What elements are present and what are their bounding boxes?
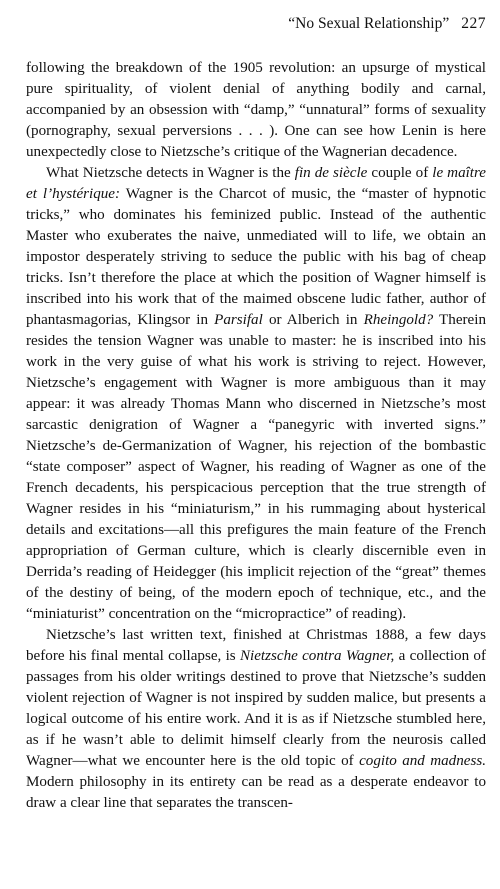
italic-text: cogito and madness.: [359, 753, 486, 769]
text-run: couple of: [367, 165, 433, 181]
page-number: 227: [461, 15, 486, 32]
italic-text: le maître et l’hystérique:: [26, 165, 487, 202]
italic-text: fin de siècle: [294, 165, 368, 181]
book-page: [26, 14, 486, 814]
text-run: Modern philosophy in its entirety can be read as a desperate endeavor to draw a clear line that separates the transcen-: [26, 774, 486, 811]
text-run: or Alberich in: [262, 312, 364, 328]
paragraph: [26, 163, 486, 625]
italic-text: Parsifal: [214, 312, 263, 328]
running-head: [26, 14, 486, 36]
paragraph: [26, 58, 486, 163]
paragraph: [26, 625, 486, 814]
text-run: a collection of passages from his older writings destined to prove that Nietzsche’s sudden violent rejection of Wagner is not inspired by sudden malice, but presents a logical outcome of his entire work. And it is as if Nietzsche stumbled here, as if he wasn’t able to delimit himself clearly from the neurosis called Wagner—what we encounter here is the old topic of: [26, 648, 487, 769]
body-text: [26, 58, 486, 814]
italic-text: Nietzsche contra Wagner,: [239, 648, 395, 664]
text-run: What Nietzsche detects in Wagner is the: [46, 165, 295, 181]
text-run: Therein resides the tension Wagner was unable to master: he is inscribed into his work in the very guise of what his work is striving to reject. However, Nietzsche’s engagement with Wagner is more ambiguous than it may appear: it was already Thomas Mann who discerned in Nietzsche’s most sarcastic denigration of Wagner a “panegyric with inverted signs.” Nietzsche’s de-Germanization of Wagner, his rejection of the bombastic “state composer” aspect of Wagner, his reading of Wagner as one of the French decadents, his perspicacious perception that the true strength of Wagner resides in his “miniaturism,” in his rummaging about hysterical details and excitations—all this prefigures the main feature of the French appropriation of German culture, which is clearly discernible even in Derrida’s reading of Heidegger (his implicit rejection of the “great” themes of the destiny of being, of the modern epoch of technique, etc., and the “miniaturist” concentration on the “micropractice” of reading).: [26, 312, 486, 622]
text-run: Nietzsche’s last written text, finished at Christmas 1888, a few days before his final mental collapse, is: [26, 627, 486, 664]
italic-text: Rheingold?: [363, 312, 434, 328]
running-head-title: “No Sexual Relationship”: [288, 15, 450, 32]
text-run: following the breakdown of the 1905 revolution: an upsurge of mystical pure spirituality, of violent denial of anything bodily and carnal, accompanied by an obsession with “damp,” “unnatural” forms of sexuality (pornography, sexual perversions . . . ). One can see how Lenin is here unexpectedly close to Nietzsche’s critique of the Wagnerian decadence.: [26, 60, 486, 160]
text-run: Wagner is the Charcot of music, the “master of hypnotic tricks,” who dominates his feminized public. Instead of the authentic Master who exuberates the naive, unmediated will to life, we obtain an impostor desperately striving to seduce the public with his bag of cheap tricks. Isn’t therefore the place at which the position of Wagner himself is inscribed into his work that of the maimed obscene ludic father, author of phantasmagorias, Klingsor in: [26, 186, 486, 328]
